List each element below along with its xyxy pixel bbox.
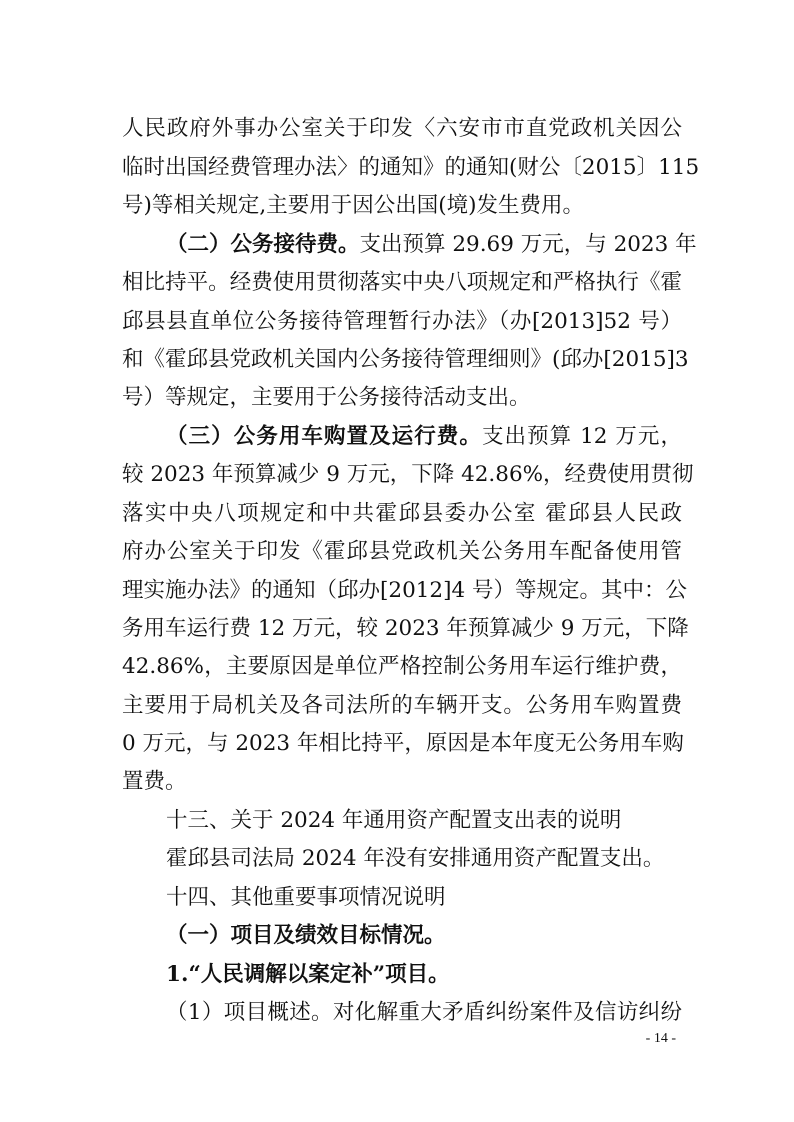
paragraph-line-11: 落实中央八项规定和中共霍邱县委办公室 霍邱县人民政 [122,501,682,526]
paragraph-line-3: 号)等相关规定,主要用于因公出国(境)发生费用。 [122,193,585,218]
subheading-project-goals: （一）项目及绩效目标情况。 [166,923,446,948]
paragraph-line-13: 理实施办法》的通知（邱办[2012]4 号）等规定。其中：公 [122,578,688,603]
heading-fourteen: 十四、其他重要事项情况说明 [166,885,446,910]
paragraph-line-18: 置费。 [122,769,187,794]
paragraph-line-15: 42.86%，主要原因是单位严格控制公务用车运行维护费， [122,654,682,679]
paragraph-line-1: 人民政府外事办公室关于印发〈六安市市直党政机关因公 [122,116,682,141]
section-2-heading: （二）公务接待费。 [166,232,360,257]
paragraph-line-7: 和《霍邱县党政机关国内公务接待管理细则》(邱办[2015]3 [122,347,689,372]
paragraph-line-16: 主要用于局机关及各司法所的车辆开支。公务用车购置费 [122,693,682,718]
project-title: 1.“人民调解以案定补”项目。 [166,962,450,987]
section-3-heading: （三）公务用车购置及运行费。 [166,424,482,449]
paragraph-line-6: 邱县县直单位公务接待管理暂行办法》（办[2013]52 号） [122,309,682,334]
paragraph-line-5: 相比持平。经费使用贯彻落实中央八项规定和严格执行《霍 [122,270,682,295]
heading-thirteen: 十三、关于 2024 年通用资产配置支出表的说明 [166,808,622,833]
paragraph-line-8: 号）等规定，主要用于公务接待活动支出。 [122,385,531,410]
section-thirteen-text: 霍邱县司法局 2024 年没有安排通用资产配置支出。 [166,846,665,871]
paragraph-line-14: 务用车运行费 12 万元，较 2023 年预算减少 9 万元，下降 [122,616,689,641]
section-3-intro: 支出预算 12 万元， [481,424,682,449]
section-3-first-line [166,422,682,454]
paragraph-line-17: 0 万元，与 2023 年相比持平，原因是本年度无公务用车购 [122,731,684,756]
page-number: - 14 - [645,1031,676,1046]
paragraph-line-12: 府办公室关于印发《霍邱县党政机关公务用车配备使用管 [122,539,682,564]
section-2-first-line [166,230,697,262]
paragraph-line-2: 临时出国经费管理办法〉的通知》的通知(财公〔2015〕115 [122,155,700,180]
project-overview-line: （1）项目概述。对化解重大矛盾纠纷案件及信访纠纷 [166,1000,682,1025]
section-2-intro: 支出预算 29.69 万元，与 2023 年 [359,232,697,257]
paragraph-line-10: 较 2023 年预算减少 9 万元，下降 42.86%，经费使用贯彻 [122,462,694,487]
